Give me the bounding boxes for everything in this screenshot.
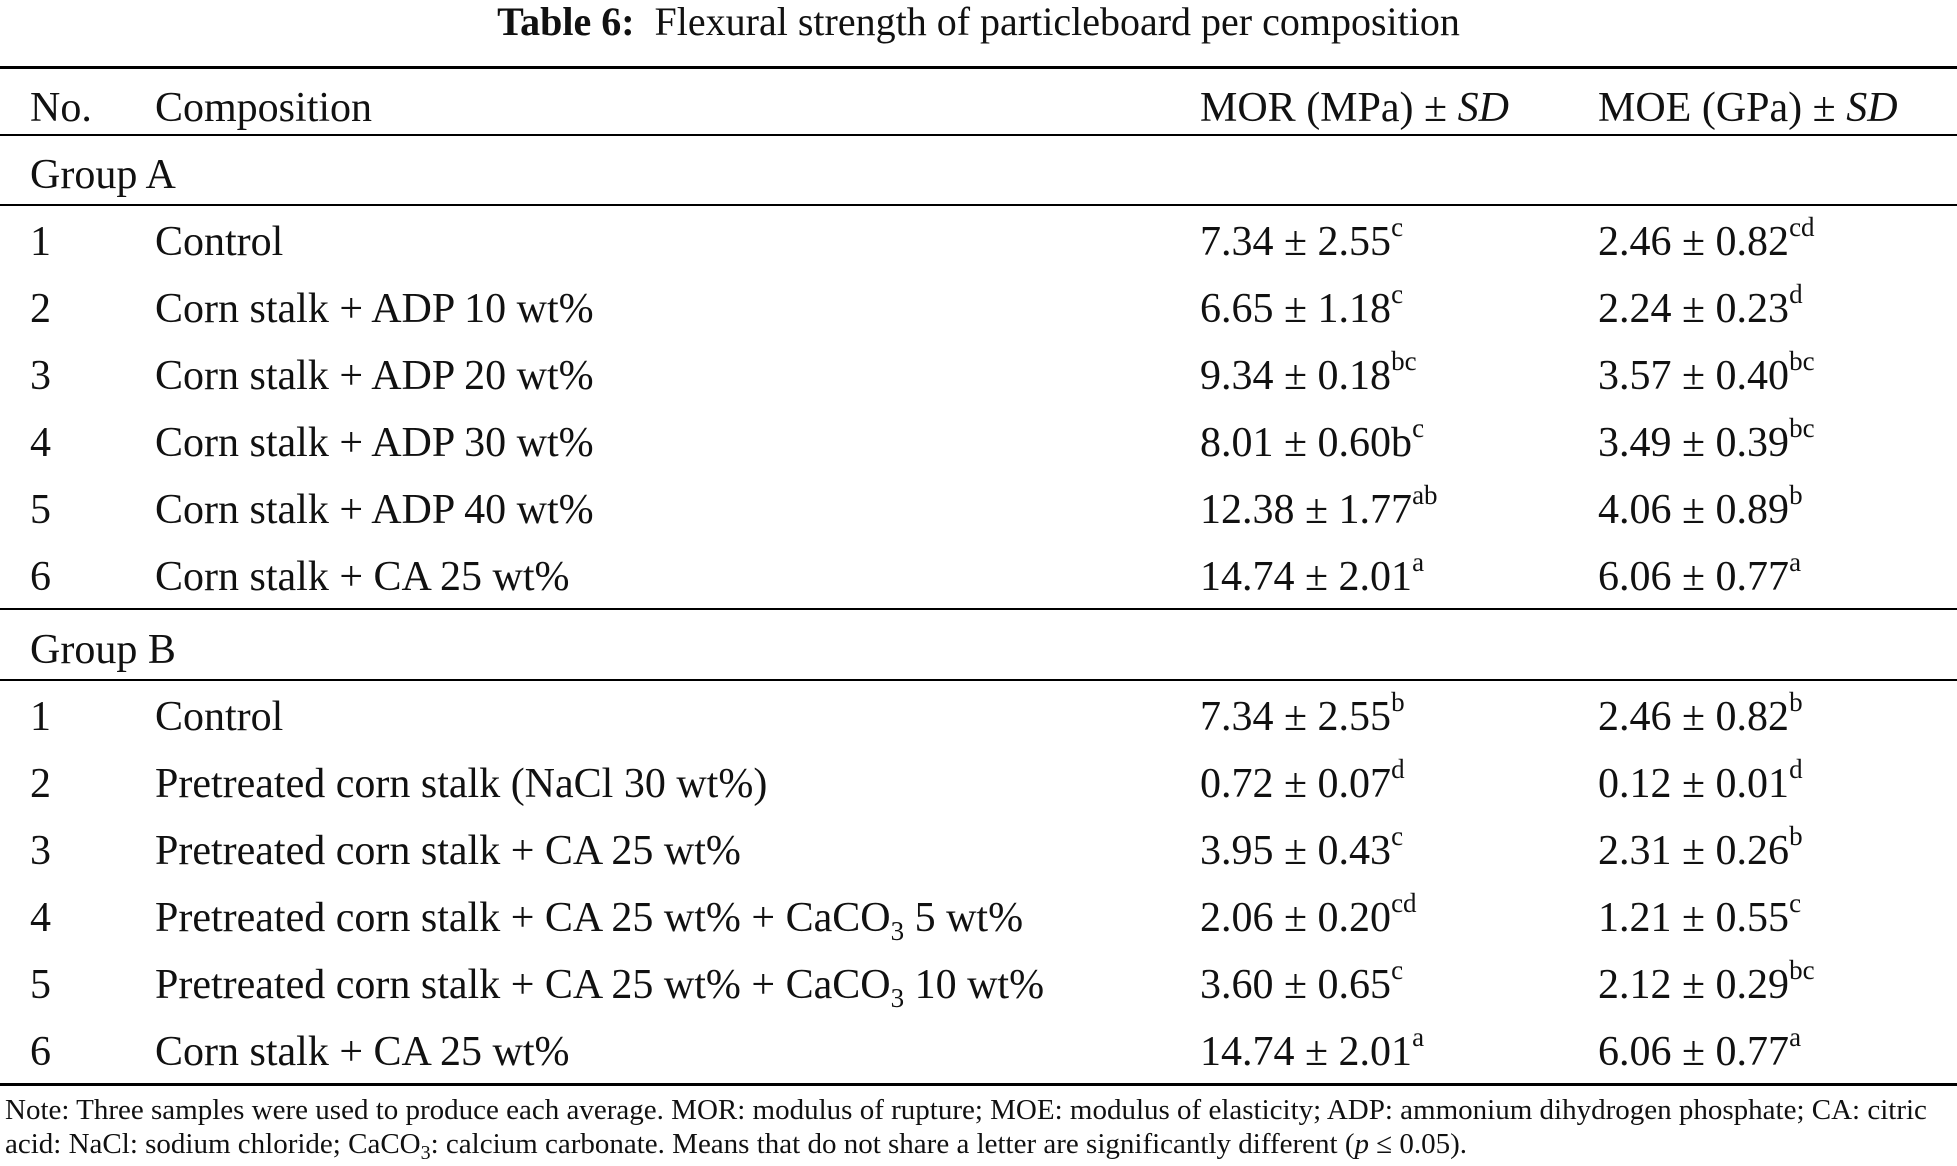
top-rule [0,66,1957,69]
cell-no: 4 [30,895,51,941]
bottom-rule [0,1083,1957,1086]
cell-moe [1598,480,1803,534]
cell-moe [1598,547,1802,601]
cell-mor [1200,346,1417,400]
cell-no: 3 [30,353,51,399]
mor-value: 9.34 ± 0.18 [1200,353,1392,399]
moe-value: 0.12 ± 0.01 [1598,761,1790,807]
mor-value: 2.06 ± 0.20 [1200,895,1392,941]
mor-value: 3.95 ± 0.43 [1200,828,1392,874]
cell-composition: Corn stalk + ADP 30 wt% [155,420,594,466]
mor-letter: cd [1391,888,1417,918]
note-subscript: 3 [420,1142,431,1164]
cell-no: 2 [30,761,51,807]
cell-mor [1200,480,1438,534]
cell-moe [1598,821,1803,875]
cell-mor [1200,279,1404,333]
mor-letter: d [1391,754,1405,784]
mor-letter: c [1391,955,1404,985]
mor-value: 6.65 ± 1.18 [1200,286,1392,332]
note-p: p [1354,1128,1369,1160]
mor-letter: a [1412,1022,1425,1052]
moe-letter: b [1789,480,1803,510]
cell-no: 6 [30,1029,51,1075]
composition-tail: 5 wt% [904,895,1024,941]
cell-no: 4 [30,420,51,466]
mor-value: 14.74 ± 2.01 [1200,554,1413,600]
cell-mor [1200,888,1417,942]
moe-value: 3.49 ± 0.39 [1598,420,1790,466]
mor-value: 0.72 ± 0.07 [1200,761,1392,807]
moe-value: 2.24 ± 0.23 [1598,286,1790,332]
cell-composition: Corn stalk + ADP 10 wt% [155,286,594,332]
moe-letter: b [1789,821,1803,851]
group-a-end-rule [0,608,1957,610]
caption-text: Flexural strength of particleboard per composition [654,0,1460,44]
mor-letter: c [1391,821,1404,851]
mor-value: 12.38 ± 1.77 [1200,487,1413,533]
mor-letter: a [1412,547,1425,577]
cell-composition: Control [155,694,284,740]
moe-value: 1.21 ± 0.55 [1598,895,1790,941]
moe-letter: d [1789,279,1803,309]
header-mor-label: MOR (MPa) ± [1200,85,1448,131]
cell-no: 2 [30,286,51,332]
header-moe-label: MOE (GPa) ± [1598,85,1836,131]
note-text: Note: Three samples were used to produce each average. MOR: modulus of rupture; MOE: modulus of elasticity; ADP: ammonium dihydrogen phosphate; CA: citric acid: NaCl: sodium chloride; CaCO [5,1094,1927,1160]
moe-value: 2.46 ± 0.82 [1598,694,1790,740]
header-mor [1200,84,1509,132]
moe-letter: c [1789,888,1802,918]
note-text-2: : calcium carbonate. Means that do not share a letter are significantly different ( [430,1128,1355,1160]
composition-subscript: 3 [890,983,905,1013]
moe-value: 6.06 ± 0.77 [1598,554,1790,600]
cell-mor [1200,413,1425,467]
cell-composition: Control [155,219,284,265]
mor-letter: c [1391,212,1404,242]
cell-moe [1598,413,1815,467]
cell-composition: Pretreated corn stalk + CA 25 wt% [155,828,741,874]
moe-value: 2.12 ± 0.29 [1598,962,1790,1008]
cell-moe [1598,955,1815,1009]
header-composition: Composition [155,85,373,131]
cell-mor [1200,687,1405,741]
header-mor-sd: SD [1457,85,1509,131]
mor-value: 14.74 ± 2.01 [1200,1029,1413,1075]
cell-no: 1 [30,219,51,265]
cell-mor [1200,212,1404,266]
cell-mor [1200,754,1405,808]
mor-value: 7.34 ± 2.55 [1200,219,1392,265]
cell-composition: Corn stalk + ADP 20 wt% [155,353,594,399]
cell-moe [1598,687,1803,741]
group-a-rule [0,204,1957,206]
cell-composition [155,894,1024,946]
cell-moe [1598,1022,1802,1076]
table-caption [0,0,1957,44]
cell-mor [1200,955,1404,1009]
cell-no: 6 [30,554,51,600]
mor-letter: c [1412,413,1425,443]
mor-value: 7.34 ± 2.55 [1200,694,1392,740]
table-note [5,1093,1955,1164]
cell-no: 1 [30,694,51,740]
group-a-text: Group A [30,152,176,198]
cell-composition [155,961,1045,1013]
header-no: No. [30,85,92,131]
group-b-text: Group B [30,627,176,673]
moe-letter: a [1789,547,1802,577]
note-text-3: ≤ 0.05). [1368,1128,1468,1160]
composition-text: Pretreated corn stalk + CA 25 wt% + CaCO [155,895,891,941]
cell-moe [1598,346,1815,400]
cell-composition: Corn stalk + ADP 40 wt% [155,487,594,533]
mor-value: 8.01 ± 0.60b [1200,420,1413,466]
cell-no: 5 [30,962,51,1008]
composition-text: Pretreated corn stalk + CA 25 wt% + CaCO [155,962,891,1008]
moe-value: 4.06 ± 0.89 [1598,487,1790,533]
moe-letter: a [1789,1022,1802,1052]
cell-moe [1598,279,1803,333]
moe-value: 6.06 ± 0.77 [1598,1029,1790,1075]
cell-composition: Corn stalk + CA 25 wt% [155,554,570,600]
caption-label: Table 6: [497,0,635,44]
moe-letter: b [1789,687,1803,717]
cell-moe [1598,754,1803,808]
cell-no: 5 [30,487,51,533]
mor-value: 3.60 ± 0.65 [1200,962,1392,1008]
moe-value: 2.31 ± 0.26 [1598,828,1790,874]
header-rule [0,134,1957,136]
group-b-rule [0,679,1957,681]
moe-letter: bc [1789,955,1815,985]
moe-letter: d [1789,754,1803,784]
cell-mor [1200,1022,1425,1076]
moe-letter: bc [1789,346,1815,376]
moe-value: 2.46 ± 0.82 [1598,219,1790,265]
cell-composition: Corn stalk + CA 25 wt% [155,1029,570,1075]
mor-letter: b [1391,687,1405,717]
header-moe-sd: SD [1846,85,1898,131]
header-moe [1598,84,1898,132]
cell-composition: Pretreated corn stalk (NaCl 30 wt%) [155,761,768,807]
mor-letter: c [1391,279,1404,309]
composition-subscript: 3 [890,916,905,946]
cell-mor [1200,821,1404,875]
moe-letter: cd [1789,212,1815,242]
cell-moe [1598,212,1815,266]
mor-letter: ab [1412,480,1438,510]
moe-letter: bc [1789,413,1815,443]
mor-letter: bc [1391,346,1417,376]
cell-no: 3 [30,828,51,874]
composition-tail: 10 wt% [904,962,1045,1008]
cell-mor [1200,547,1425,601]
moe-value: 3.57 ± 0.40 [1598,353,1790,399]
cell-moe [1598,888,1802,942]
